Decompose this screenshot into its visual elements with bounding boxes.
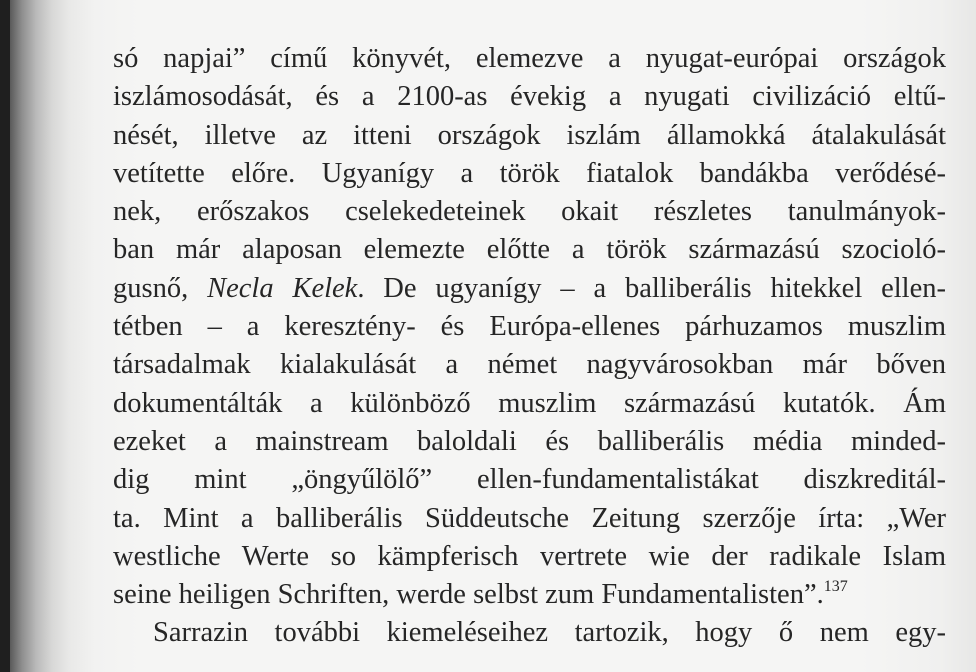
text-fragment: gusnő, xyxy=(113,272,208,304)
text-line: vetítette előre. Ugyanígy a török fiatalok bandákba verődésé- xyxy=(113,157,946,189)
text-fragment: seine heiligen Schriften, werde selbst zum Fundamentalisten”. xyxy=(113,579,824,611)
text-line: társadalmak kialakulását a német nagyvárosokban már bőven xyxy=(113,349,946,381)
book-gutter-shadow xyxy=(0,0,10,672)
text-line: iszlámosodását, és a 2100-as évekig a nyugati civilizáció eltű- xyxy=(113,81,946,113)
text-line: nését, illetve az itteni országok iszlám államokká átalakulását xyxy=(113,119,946,151)
text-line: só napjai” című könyvét, elemezve a nyugat-európai országok xyxy=(113,43,946,74)
text-line xyxy=(113,270,946,308)
body-text xyxy=(113,40,946,653)
text-line: ezeket a mainstream baloldali és balliberális média minded- xyxy=(113,425,946,457)
text-line: ta. Mint a balliberális Süddeutsche Zeitung szerzője írta: „Wer xyxy=(113,502,946,534)
text-fragment: . De ugyanígy – a balliberális hitekkel ellen- xyxy=(357,272,946,304)
text-line: westliche Werte so kämpferisch vertrete wie der radikale Islam xyxy=(113,540,946,572)
text-line xyxy=(113,576,946,614)
text-line: dokumentálták a különböző muszlim származású kutatók. Ám xyxy=(113,387,946,419)
text-line: tétben – a keresztény- és Európa-ellenes párhuzamos muszlim xyxy=(113,311,946,343)
author-name-italic: Necla Kelek xyxy=(207,272,358,304)
text-line: nek, erőszakos cselekedeteinek okait részletes tanulmányok- xyxy=(113,196,946,228)
text-line: dig mint „öngyűlölő” ellen-fundamentalistákat diszkreditál- xyxy=(113,464,946,496)
footnote-marker[interactable]: 137 xyxy=(823,578,848,596)
text-line: ban már alaposan elemezte előtte a török származású szocioló- xyxy=(113,234,946,266)
paragraph-start-line: Sarrazin további kiemeléseihez tartozik, hogy ő nem egy- xyxy=(153,617,946,649)
